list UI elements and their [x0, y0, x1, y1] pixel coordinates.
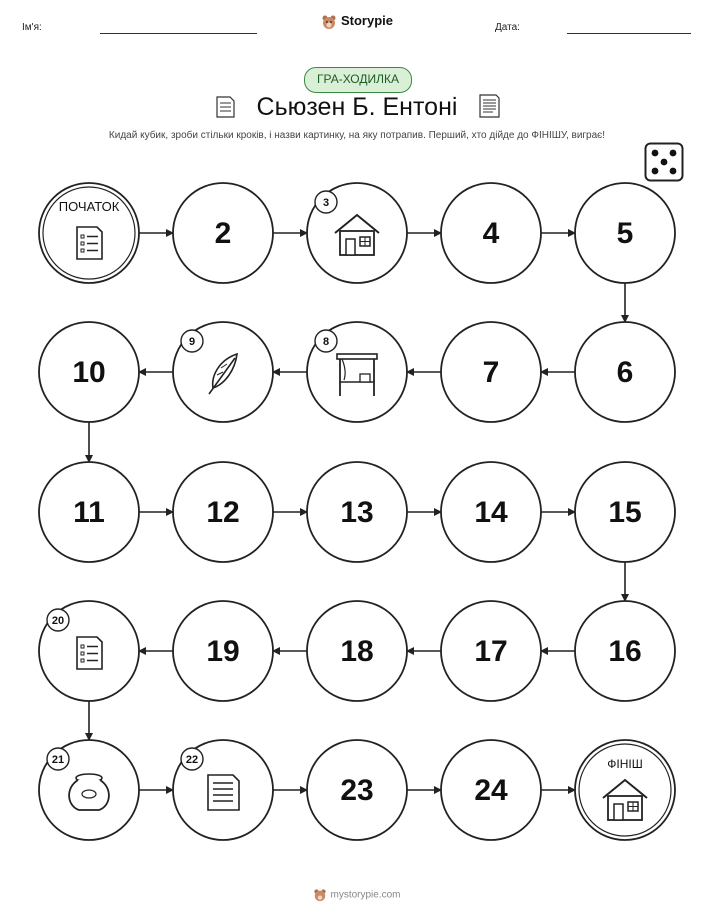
space-number: 3 [322, 197, 330, 209]
space-number: 23 [340, 774, 374, 807]
space-number: 20 [51, 615, 65, 627]
board-space-18 [307, 601, 407, 701]
name-label: Ім'я: [22, 22, 42, 33]
instructions: Кидай кубик, зроби стільки кроків, і назви картинку, на яку потрапив. Перший, хто дійде до ФІНІШУ, виграє! [108, 130, 606, 141]
board-space-12 [173, 462, 273, 562]
board-space-19 [173, 601, 273, 701]
board-space-14 [441, 462, 541, 562]
footer [0, 888, 714, 902]
space-number: 6 [616, 356, 634, 389]
space-number: 8 [322, 336, 330, 348]
board-space-6 [575, 322, 675, 422]
board-space-16 [575, 601, 675, 701]
game-type-badge: ГРА-ХОДИЛКА [304, 67, 412, 93]
board-space-2 [173, 183, 273, 283]
document-icon [77, 227, 102, 259]
footer-site: mystorypie.com [330, 889, 401, 901]
space-number: 4 [482, 217, 500, 250]
date-label: Дата: [495, 22, 520, 33]
board-space-17 [441, 601, 541, 701]
board-space-1 [39, 183, 139, 283]
board-space-5 [575, 183, 675, 283]
space-number: 24 [474, 774, 508, 807]
board-space-7 [441, 322, 541, 422]
board-space-22 [173, 740, 273, 840]
space-number: 2 [214, 217, 232, 250]
space-number: 15 [608, 496, 642, 529]
board-space-3 [307, 183, 407, 283]
bear-logo-icon [313, 888, 327, 902]
space-number: 21 [51, 754, 65, 766]
space-number: 5 [616, 217, 634, 250]
space-number: 17 [474, 635, 508, 668]
space-number: 13 [340, 496, 374, 529]
board-space-10 [39, 322, 139, 422]
board-space-9 [173, 322, 273, 422]
board-space-25 [575, 740, 675, 840]
space-number: 11 [73, 496, 105, 529]
space-number: 9 [188, 336, 196, 348]
start-label: ПОЧАТОК [58, 199, 120, 214]
document-icon [77, 637, 102, 669]
space-number: 10 [72, 356, 106, 389]
space-number: 12 [206, 496, 240, 529]
board-space-13 [307, 462, 407, 562]
letter-icon [208, 775, 239, 810]
brand-name: Storypie [340, 13, 393, 28]
board-space-21 [39, 740, 139, 840]
board-space-8 [307, 322, 407, 422]
space-number: 19 [206, 635, 240, 668]
board-space-4 [441, 183, 541, 283]
board-space-15 [575, 462, 675, 562]
page-title: Сьюзен Б. Ентоні [256, 93, 458, 121]
space-number: 7 [482, 356, 500, 389]
board-space-11 [39, 462, 139, 562]
space-number: 16 [608, 635, 642, 668]
space-number: 14 [474, 496, 508, 529]
board-space-23 [307, 740, 407, 840]
board-space-20 [39, 601, 139, 701]
space-number: 18 [340, 635, 374, 668]
space-number: 22 [185, 754, 199, 766]
board-space-24 [441, 740, 541, 840]
finish-label: ФІНІШ [607, 757, 643, 771]
